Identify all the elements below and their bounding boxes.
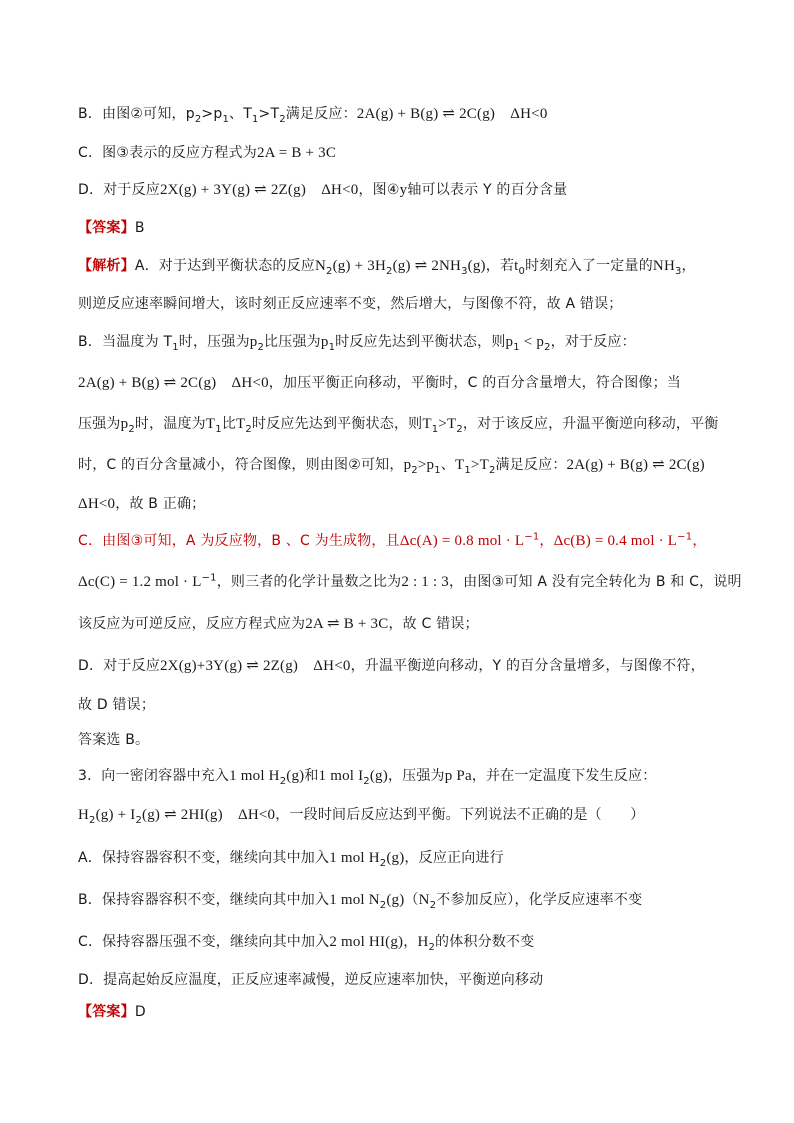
text-run: 时反应先达到平衡状态，则 (335, 334, 506, 350)
text-run: ， (692, 533, 707, 549)
formula-text: 2A(g) + B(g) ⇌ 2C(g) (566, 457, 705, 473)
text-run: ，故 B 正确； (115, 496, 206, 512)
analysis-line-4 (78, 373, 681, 393)
text-run: ，压强为 (387, 768, 445, 784)
formula-text: 2X(g) + 3Y(g) ⇌ 2Z(g) ΔH<0 (159, 182, 359, 198)
analysis-line-5 (78, 414, 719, 434)
subscript: 2 (363, 775, 370, 787)
analysis-line-2 (78, 294, 622, 314)
subscript: 2 (245, 423, 252, 435)
formula-text: >T (438, 416, 457, 432)
subscript: 1 (215, 423, 222, 435)
formula-text: (g) (467, 258, 486, 274)
option-b-line (78, 104, 548, 124)
subscript: 2 (279, 775, 287, 787)
subscript: 2 (411, 464, 418, 476)
question-3-option-d (78, 970, 543, 990)
formula-text: N (418, 892, 430, 908)
text-run: A．对于达到平衡状态的反应 (134, 258, 315, 274)
text-run: C．保持容器压强不变，继续向其中加入 (78, 934, 330, 950)
formula-text: 2X(g)+3Y(g) ⇌ 2Z(g) ΔH<0 (159, 658, 351, 674)
text-run: C．由图③可知，A 为反应物，B 、C 为生成物，且 (78, 533, 400, 549)
text-run: 压强为 (78, 416, 121, 432)
text-run: 时反应先达到平衡状态，则 (251, 416, 423, 432)
text-run: 、 (440, 457, 455, 473)
text-run: 时，C 的百分含量减小，符合图像，则由图②可知， (78, 457, 404, 473)
text-run: 满足反应： (285, 106, 357, 122)
text-run: 的体积分数不变 (435, 934, 535, 950)
formula-text: H (417, 934, 429, 950)
text-run: 时，压强为 (178, 334, 250, 350)
text-run: 时，温度为 (134, 416, 206, 432)
formula-text: p (249, 334, 258, 350)
formula-text: (g) (386, 850, 405, 866)
text-run: （ (404, 892, 419, 908)
text-run: B．保持容器容积不变，继续向其中加入 (78, 892, 330, 908)
formula-text: Δc(B) = 0.4 mol · L (553, 533, 678, 549)
analysis-line-10 (78, 614, 479, 634)
formula-text: 1 mol H (329, 850, 380, 866)
text-run: D．提高起始反应温度，正反应速率减慢，逆反应速率加快，平衡逆向移动 (78, 972, 544, 988)
formula-text: T (205, 416, 216, 432)
text-run: 轴可以表示 Y 的百分含量 (407, 182, 568, 198)
answer-line (78, 218, 145, 238)
text-run: ， (539, 533, 554, 549)
subscript: 2 (326, 265, 333, 277)
formula-text: >p (417, 457, 435, 473)
formula-text: 2 mol HI(g) (329, 934, 404, 950)
subscript: 2 (257, 341, 265, 353)
formula-text: p Pa (444, 768, 472, 784)
text-run: 则逆反应速率瞬间增大，该时刻正反应速率不变，然后增大，与图像不符，故 A 错误； (78, 296, 623, 312)
analysis-line-8 (78, 531, 707, 551)
formula-text: (g) + I (95, 807, 136, 823)
subscript: 2 (279, 113, 286, 125)
subscript: 2 (456, 423, 463, 435)
text-run: ， (681, 258, 696, 274)
text-run: 比 (221, 416, 237, 432)
section-tag: 【解析】 (78, 258, 135, 274)
formula-text: H (78, 807, 90, 823)
text-run: ，图④ (358, 182, 400, 198)
text-run: 该反应为可逆反应，反应方程式应为 (78, 616, 306, 632)
text-run: 、T (229, 106, 252, 122)
text-run: A．保持容器容积不变，继续向其中加入 (78, 850, 330, 866)
analysis-line-6 (78, 455, 705, 475)
question-3-answer (78, 1002, 146, 1022)
text-run: D (134, 1004, 146, 1020)
formula-text: 1 mol I (318, 768, 364, 784)
formula-text: (g) (386, 892, 405, 908)
subscript: 2 (135, 814, 143, 826)
text-run: C．图③表示的反应方程式为 (78, 145, 257, 161)
text-run: >p (201, 106, 223, 122)
subscript: 1 (434, 464, 441, 476)
question-3-stem (78, 766, 656, 786)
subscript: 2 (488, 464, 496, 476)
text-run: ，对于该反应，升温平衡逆向移动，平衡 (462, 416, 719, 432)
section-tag: 【答案】 (78, 220, 135, 236)
text-run: D．对于反应 (78, 182, 160, 198)
formula-text: (g) ⇌ 2HI(g) ΔH<0 (142, 807, 276, 823)
section-tag: 【答案】 (78, 1004, 135, 1020)
formula-text: y (399, 182, 408, 198)
subscript: 2 (379, 857, 387, 869)
text-run: ，由图③可知 A 没有完全转化为 B 和 C，说明 (448, 574, 742, 590)
text-run: ，若 (485, 258, 515, 274)
analysis-line-1 (78, 256, 696, 276)
text-run: ，反应正向进行 (404, 850, 504, 866)
superscript: −1 (524, 531, 540, 543)
subscript: 2 (128, 423, 135, 435)
text-run: >T (258, 106, 280, 122)
text-run: 答案选 B。 (78, 732, 150, 748)
formula-text: t (514, 258, 519, 274)
text-run: 3．向一密闭容器中充入 (78, 768, 230, 784)
formula-text: >T (470, 457, 489, 473)
superscript: −1 (677, 531, 693, 543)
formula-text: 2A ⇌ B + 3C (305, 616, 389, 632)
text-run: 满足反应： (495, 457, 567, 473)
text-run: 不参加反应），化学反应速率不变 (436, 892, 643, 908)
formula-text: NH (652, 258, 675, 274)
formula-text: p (320, 334, 329, 350)
analysis-line-9 (78, 572, 742, 592)
formula-text: (g) (369, 768, 388, 784)
formula-text: ΔH<0 (78, 496, 116, 512)
question-3-option-c (78, 932, 534, 952)
subscript: 2 (386, 265, 393, 277)
formula-text: 2A = B + 3C (256, 145, 337, 161)
subscript: 1 (513, 341, 520, 353)
text-run: 时刻充入了一定量的 (525, 258, 653, 274)
formula-text: (g) + 3H (332, 258, 386, 274)
analysis-line-7 (78, 494, 205, 514)
subscript: 1 (222, 113, 229, 125)
formula-text: < p (519, 334, 545, 350)
text-run: ， (403, 934, 418, 950)
formula-text: 2A(g) + B(g) ⇌ 2C(g) ΔH<0 (78, 375, 269, 391)
superscript: −1 (201, 572, 217, 584)
question-3-reaction (78, 805, 644, 825)
text-run: ，加压平衡正向移动，平衡时，C 的百分含量增大，符合图像；当 (268, 375, 682, 391)
option-d-line (78, 180, 567, 200)
subscript: 2 (194, 113, 202, 125)
subscript: 1 (172, 341, 179, 353)
subscript: 2 (429, 899, 437, 911)
formula-text: T (422, 416, 432, 432)
formula-text: Δc(A) = 0.8 mol · L (399, 533, 525, 549)
text-run: ，并在一定温度下发生反应： (471, 768, 657, 784)
formula-text: p (403, 457, 412, 473)
formula-text: N (315, 258, 327, 274)
formula-text: 1 mol H (229, 768, 280, 784)
subscript: 1 (464, 464, 471, 476)
subscript: 1 (431, 423, 439, 435)
text-run: ，升温平衡逆向移动，Y 的百分含量增多，与图像不符， (350, 658, 705, 674)
text-run: B (134, 220, 145, 236)
text-run: 比压强为 (264, 334, 321, 350)
subscript: 1 (251, 113, 259, 125)
text-run: ，故 C 错误； (388, 616, 479, 632)
formula-text: Δc(C) = 1.2 mol · L (78, 574, 202, 590)
text-run: 和 (304, 768, 319, 784)
formula-text: p (120, 416, 129, 432)
text-run: B．由图②可知，p (78, 106, 195, 122)
subscript: 3 (674, 265, 682, 277)
text-run: ，则三者的化学计量数之比为 (216, 574, 402, 590)
option-c-line (78, 143, 336, 163)
question-3-option-a (78, 848, 504, 868)
subscript: 2 (89, 814, 96, 826)
text-run: D．对于反应 (78, 658, 160, 674)
formula-text: 1 mol N (329, 892, 380, 908)
formula-text: T (454, 457, 465, 473)
analysis-line-3 (78, 332, 636, 352)
subscript: 0 (518, 265, 526, 277)
formula-text: 2 : 1 : 3 (401, 574, 449, 590)
analysis-line-11 (78, 656, 705, 676)
subscript: 3 (461, 265, 468, 277)
text-run: 故 D 错误； (78, 697, 156, 713)
subscript: 1 (328, 341, 336, 353)
text-run: B．当温度为 T (78, 334, 173, 350)
question-3-option-b (78, 890, 642, 910)
text-run: ，一段时间后反应达到平衡。下列说法不正确的是（ ） (275, 807, 645, 823)
subscript: 2 (428, 941, 436, 953)
analysis-line-12 (78, 695, 155, 715)
formula-text: T (236, 416, 246, 432)
formula-text: (g) ⇌ 2NH (392, 258, 462, 274)
text-run: ，对于反应： (550, 334, 636, 350)
subscript: 2 (379, 899, 387, 911)
answer-choice-line (78, 730, 149, 750)
formula-text: 2A(g) + B(g) ⇌ 2C(g) ΔH<0 (356, 106, 548, 122)
subscript: 2 (544, 341, 551, 353)
formula-text: p (505, 334, 514, 350)
formula-text: (g) (286, 768, 305, 784)
